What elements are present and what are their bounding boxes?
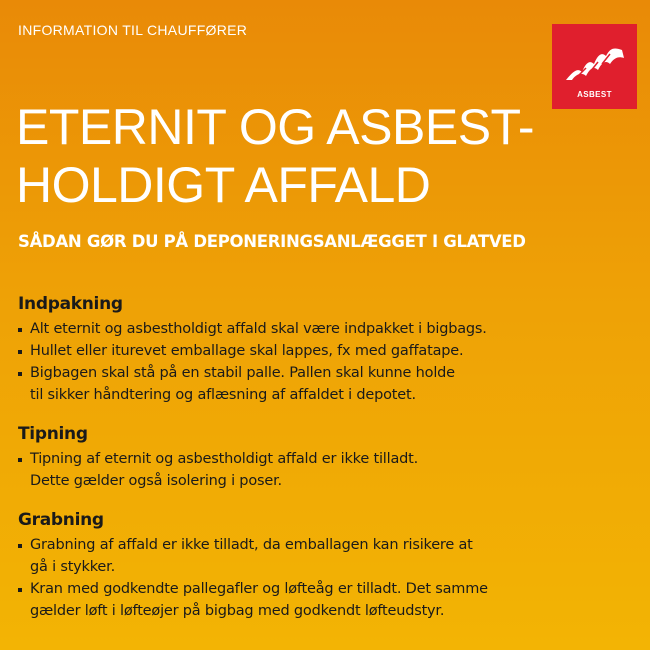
item-line: til sikker håndtering og aflæsning af affaldet i depotet. <box>30 387 416 403</box>
item-line: Hullet eller iturevet emballage skal lappes, fx med gaffatape. <box>30 343 464 359</box>
item-line: Tipning af eternit og asbestholdigt affald er ikke tilladt. <box>30 451 419 467</box>
title-line: HOLDIGT AFFALD <box>16 157 431 213</box>
section-tipning <box>18 422 618 492</box>
item-line: Grabning af affald er ikke tilladt, da emballagen kan risikere at <box>30 537 473 553</box>
list-item <box>18 578 618 622</box>
asbest-logo <box>552 24 637 109</box>
item-line: Dette gælder også isolering i poser. <box>30 473 282 489</box>
section-grabning <box>18 508 618 622</box>
item-line: Bigbagen skal stå på en stabil palle. Pallen skal kunne holde <box>30 365 455 381</box>
roof-icon <box>564 46 626 82</box>
page-subtitle: SÅDAN GØR DU PÅ DEPONERINGSANLÆGGET I GLATVED <box>18 232 526 251</box>
list-item <box>18 362 618 406</box>
section-indpakning <box>18 292 618 406</box>
item-line: gå i stykker. <box>30 559 115 575</box>
page-title <box>16 98 534 214</box>
bullet-list <box>18 534 618 622</box>
item-line: gælder løft i løfteøjer på bigbag med godkendt løfteudstyr. <box>30 603 445 619</box>
bullet-list <box>18 448 618 492</box>
list-item <box>18 534 618 578</box>
list-item <box>18 318 618 340</box>
header-kicker: INFORMATION TIL CHAUFFØRER <box>18 22 248 38</box>
logo-label: ASBEST <box>577 90 612 99</box>
section-heading: Tipning <box>18 424 88 444</box>
title-line: ETERNIT OG ASBEST- <box>16 99 534 155</box>
item-line: Kran med godkendte pallegafler og løfteåg er tilladt. Det samme <box>30 581 488 597</box>
section-heading: Grabning <box>18 510 104 530</box>
instructions <box>18 292 618 638</box>
list-item <box>18 340 618 362</box>
section-heading: Indpakning <box>18 294 123 314</box>
item-line: Alt eternit og asbestholdigt affald skal være indpakket i bigbags. <box>30 321 487 337</box>
bullet-list <box>18 318 618 406</box>
list-item <box>18 448 618 492</box>
